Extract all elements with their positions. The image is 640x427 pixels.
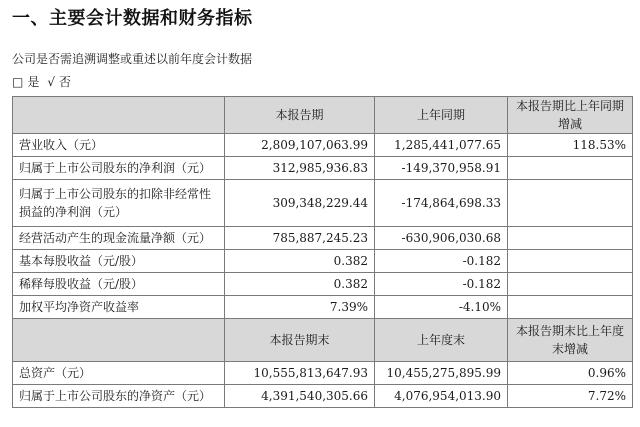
check-mark-icon: √ — [47, 74, 56, 89]
table-row — [13, 180, 633, 227]
prior-value: -149,370,958.91 — [375, 157, 508, 180]
prior-value: 4,076,954,013.90 — [375, 385, 508, 408]
row-label: 总资产（元） — [13, 362, 225, 385]
row-label: 稀释每股收益（元/股） — [13, 273, 225, 296]
change-value — [508, 180, 633, 227]
table-row — [13, 362, 633, 385]
row-label: 加权平均净资产收益率 — [13, 296, 225, 319]
table2-header-row — [13, 319, 633, 362]
table1-header-current: 本报告期 — [225, 97, 375, 134]
current-value: 0.382 — [225, 250, 375, 273]
row-label: 经营活动产生的现金流量净额（元） — [13, 227, 225, 250]
no-label: 否 — [59, 75, 72, 89]
checkbox-icon: □ — [12, 74, 24, 89]
row-label: 基本每股收益（元/股） — [13, 250, 225, 273]
table1-header-change: 本报告期比上年同期增减 — [508, 97, 633, 134]
change-value — [508, 250, 633, 273]
prior-value: -630,906,030.68 — [375, 227, 508, 250]
financial-indicators-table — [12, 96, 633, 408]
yes-label: 是 — [27, 75, 40, 89]
row-label: 归属于上市公司股东的净资产（元） — [13, 385, 225, 408]
table1-header-row — [13, 97, 633, 134]
row-label: 营业收入（元） — [13, 134, 225, 157]
table-row — [13, 227, 633, 250]
row-label: 归属于上市公司股东的扣除非经常性损益的净利润（元） — [13, 180, 225, 227]
prior-value: -0.182 — [375, 250, 508, 273]
prior-value: 10,455,275,895.99 — [375, 362, 508, 385]
restatement-question: 公司是否需追溯调整或重述以前年度会计数据 — [12, 52, 253, 66]
prior-value: -0.182 — [375, 273, 508, 296]
table-row — [13, 385, 633, 408]
page-title: 一、主要会计数据和财务指标 — [12, 8, 253, 29]
change-value — [508, 227, 633, 250]
table2-header-change: 本报告期末比上年度末增减 — [508, 319, 633, 362]
change-value: 0.96% — [508, 362, 633, 385]
current-value: 312,985,936.83 — [225, 157, 375, 180]
change-value — [508, 273, 633, 296]
current-value: 309,348,229.44 — [225, 180, 375, 227]
current-value: 10,555,813,647.93 — [225, 362, 375, 385]
change-value: 7.72% — [508, 385, 633, 408]
table1-header-prior: 上年同期 — [375, 97, 508, 134]
current-value: 0.382 — [225, 273, 375, 296]
change-value — [508, 157, 633, 180]
change-value: 118.53% — [508, 134, 633, 157]
row-label: 归属于上市公司股东的净利润（元） — [13, 157, 225, 180]
table-row — [13, 134, 633, 157]
prior-value: -174,864,698.33 — [375, 180, 508, 227]
current-value: 785,887,245.23 — [225, 227, 375, 250]
restatement-choice — [12, 73, 71, 90]
prior-value: 1,285,441,077.65 — [375, 134, 508, 157]
current-value: 2,809,107,063.99 — [225, 134, 375, 157]
table-row — [13, 296, 633, 319]
table1-header-blank — [13, 97, 225, 134]
table-row — [13, 157, 633, 180]
table2-header-current: 本报告期末 — [225, 319, 375, 362]
change-value — [508, 296, 633, 319]
table2-header-prior: 上年度末 — [375, 319, 508, 362]
current-value: 7.39% — [225, 296, 375, 319]
current-value: 4,391,540,305.66 — [225, 385, 375, 408]
table-row — [13, 250, 633, 273]
table-row — [13, 273, 633, 296]
prior-value: -4.10% — [375, 296, 508, 319]
table2-header-blank — [13, 319, 225, 362]
